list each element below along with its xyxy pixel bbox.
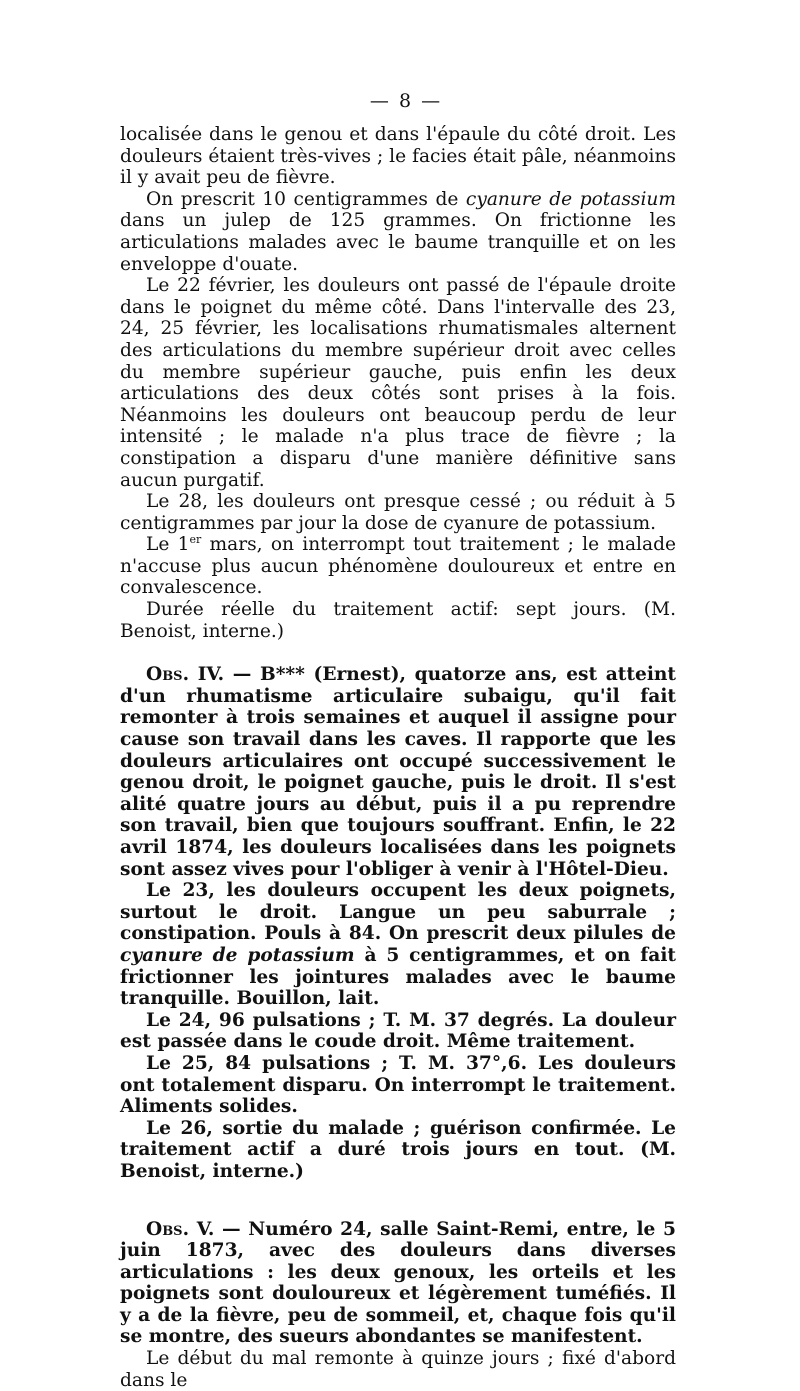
observation-4-label: Obs. IV. xyxy=(146,664,225,686)
paragraph-8 xyxy=(120,880,676,1010)
paragraph-5 xyxy=(120,534,676,599)
observation-5-text: — Numéro 24, salle Saint-Remi, entre, le 5 juin 1873, avec des douleurs dans diverses articulations : les deux genoux, les orteils et les poignets sont douloureux et légèrement tuméfiés. Il y a de la fièvre, peu de sommeil, et, chaque fois qu'il se montre, des sueurs abondantes se manifestent. xyxy=(120,1218,676,1348)
page-number: — 8 — xyxy=(369,90,443,112)
paragraph-8-italic: cyanure de potassium xyxy=(120,944,355,966)
paragraph-4: Le 28, les douleurs ont presque cessé ; ou réduit à 5 centigrammes par jour la dose de cyanure de potassium. xyxy=(120,491,676,534)
paragraph-8-text-a: Le 23, les douleurs occupent les deux poignets, surtout le droit. Langue un peu saburrale ; constipation. Pouls à 84. On prescrit deux pilules de xyxy=(120,880,676,945)
paragraph-5-text-a: Le 1 xyxy=(146,534,190,556)
paragraph-11: Le 26, sortie du malade ; guérison confirmée. Le traitement actif a duré trois jours en tout. (M. Benoist, interne.) xyxy=(120,1117,676,1182)
paragraph-5-text-b: mars, on interrompt tout traitement ; le malade n'accuse plus aucun phénomène douloureux et entre en convalescence. xyxy=(120,534,676,599)
observation-5-paragraph xyxy=(120,1219,676,1349)
paragraph-3: Le 22 février, les douleurs ont passé de l'épaule droite dans le poignet du même côté. Dans l'intervalle des 23, 24, 25 février, les localisations rhumatismales alternent des articulations du membre supérieur droit avec celles du membre supérieur gauche, puis enfin les deux articulations des deux côtés sont prises à la fois. Néanmoins les douleurs ont beaucoup perdu de leur intensité ; le malade n'a plus trace de fièvre ; la constipation a disparu d'une manière définitive sans aucun purgatif. xyxy=(120,275,676,491)
observation-4-paragraph xyxy=(120,664,676,880)
paragraph-2-italic: cyanure de potassium xyxy=(465,188,676,210)
paragraph-2-text-b: dans un julep de 125 grammes. On frictionne les articulations malades avec le baume tranquille et on les enveloppe d'ouate. xyxy=(120,210,676,275)
paragraph-5-superscript: er xyxy=(189,533,202,547)
paragraph-10: Le 25, 84 pulsations ; T. M. 37°,6. Les douleurs ont totalement disparu. On interrompt le traitement. Aliments solides. xyxy=(120,1052,676,1118)
paragraph-13: Le début du mal remonte à quinze jours ; fixé d'abord dans le xyxy=(120,1348,676,1391)
document-page xyxy=(120,88,676,1391)
paragraph-2-text-a: On prescrit 10 centigrammes de xyxy=(146,188,466,210)
paragraph-8-text-b: à 5 centigrammes, et on fait frictionner les jointures malades avec le baume tranquille. Bouillon, lait. xyxy=(120,944,676,1010)
paragraph-1: localisée dans le genou et dans l'épaule du côté droit. Les douleurs étaient très-vives ; le facies était pâle, néanmoins il y avait peu de fièvre. xyxy=(120,124,676,189)
observation-5-label: Obs. V. xyxy=(146,1218,215,1240)
paragraph-2 xyxy=(120,189,676,275)
observation-4-text: — B*** (Ernest), quatorze ans, est atteint d'un rhumatisme articulaire subaigu, qu'il fait remonter à trois semaines et auquel il assigne pour cause son travail dans les caves. Il rapporte que les douleurs articulaires ont occupé successivement le genou droit, le poignet gauche, puis le droit. Il s'est alité quatre jours au début, puis il a pu reprendre son travail, bien que toujours souffrant. Enfin, le 22 avril 1874, les douleurs localisées dans les poignets sont assez vives pour l'obliger à venir à l'Hôtel-Dieu. xyxy=(120,664,676,880)
paragraph-6: Durée réelle du traitement actif: sept jours. (M. Benoist, interne.) xyxy=(120,599,676,642)
paragraph-9: Le 24, 96 pulsations ; T. M. 37 degrés. La douleur est passée dans le coude droit. Même traitement. xyxy=(120,1009,676,1053)
